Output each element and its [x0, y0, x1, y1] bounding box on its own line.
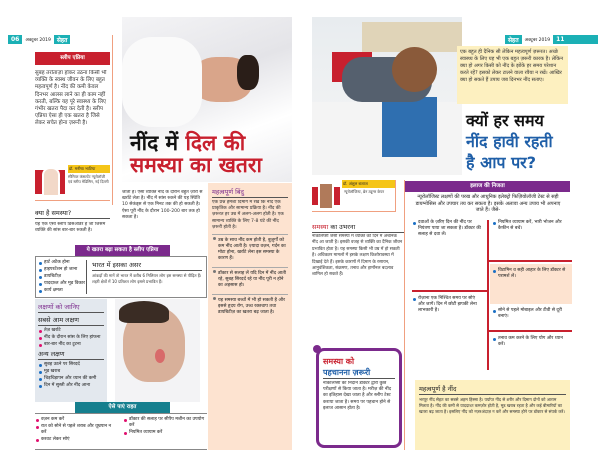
- important-box: [415, 380, 570, 450]
- symptom-item: बार-बार नींद का टूटना: [38, 342, 104, 348]
- doctor-title: सीनियर कंसल्टेंट न्यूरोलॉजी एवं स्लीप मेडिसिन, नई दिल्ली: [68, 174, 109, 184]
- topic-tag: स्लीप एप्निया: [35, 52, 110, 65]
- doctor-photo: [42, 167, 60, 197]
- doctor-box: [35, 165, 110, 201]
- risk-banner: ये खतरा बढ़ा सकता है स्लीप एप्निया: [75, 245, 170, 256]
- risk-box: [35, 256, 207, 298]
- key-point: यह समस्या बच्चों में भी हो सकती है और इससे हृदय रोग, उच्च रक्तचाप तथा डायबिटीज़ का खतरा बढ़ जाता है।: [212, 294, 288, 316]
- divider: [404, 180, 405, 450]
- doctor-box: [312, 180, 396, 212]
- treatment-diagram: [412, 220, 572, 375]
- relief-item: रात को सोने से पहले शराब और धूम्रपान न करें: [35, 424, 115, 436]
- headline-part: नींद में: [130, 131, 179, 155]
- doctor-name: डॉ. मनीषा भाटिया: [68, 165, 110, 173]
- page-number: 11: [553, 35, 598, 44]
- left-page-header: [8, 35, 70, 44]
- key-point: उम्र के साथ नींद कम होती है, बुज़ुर्गों को कम नींद आती है। ज़्यादा वज़न, गर्दन का मोटा होना, खर्राटे लेना इस समस्या के कारण हैं।: [212, 234, 288, 262]
- issue-date: अक्टूबर 2019: [25, 37, 51, 43]
- intro-text: सुबह तरोताज़ा होकर उठना किसी भी व्यक्ति के स्वस्थ जीवन के लिए बहुत महत्वपूर्ण है। नींद की कमी केवल दिनभर आलस लाने का ही काम नहीं करती, बल्कि यह पूरे स्वास्थ्य के लिए गंभीर खतरा पैदा कर देती है। स्लीप एप्निया ऐसा ही एक खतरा है जिसे लेकर सचेत होना ज़रूरी है।: [35, 70, 107, 127]
- common-symptoms-heading: सबसे आम लक्षण: [38, 315, 104, 326]
- risk-item: डायबिटीज़: [38, 274, 88, 280]
- snoring-man-photo: [115, 299, 200, 402]
- relief-item: वज़न कम करें: [35, 417, 115, 423]
- symptom-item: नींद के दौरान सांस के लिए हांफना: [38, 335, 104, 341]
- problem-text: नार्कोलेप्सी जैसी समस्या में व्यक्ति को दिन में अचानक नींद आ जाती है। इसकी वजह से व्यक्ति का दैनिक जीवन प्रभावित होता है। यह समस्या किसी भी उम्र में हो सकती है। अधिकतर मामलों में इसके लक्षण किशोरावस्था में दिखाई देते हैं। इसके कारणों में दिमाग के रसायन, आनुवंशिकता, संक्रमण, तनाव और हार्मोनल बदलाव शामिल हो सकते हैं।: [312, 234, 403, 278]
- treatment-item: सोने से पहले मोबाइल और टीवी से दूरी बनाएं।: [492, 308, 570, 320]
- important-text: भरपूर नींद सेहत का सबसे अहम हिस्सा है। पर्याप्त नींद से शरीर और दिमाग दोनों को आराम मिलता है। नींद की कमी से याददाश्त कमज़ोर होती है, मूड खराब रहता है और कई बीमारियों का खतरा बढ़ जाता है। इसलिए नींद को नज़रअंदाज़ न करें और समस्या होने पर डॉक्टर से संपर्क करें।: [419, 397, 565, 414]
- key-points-box: [208, 183, 292, 450]
- risk-item: हाइपरटेंशन हो जाना: [38, 267, 88, 273]
- headline-line: नींद हावी रहती: [466, 132, 553, 151]
- symptom-item: मूड खराब: [38, 369, 104, 375]
- treatment-banner: इलाज की निजता: [405, 181, 570, 192]
- sleeping-man-photo: [122, 17, 292, 182]
- problem-heading: [312, 222, 404, 233]
- identify-text: नार्कोलेप्सी का निदान डॉक्टर द्वारा कुछ परीक्षणों से किया जाता है। मरीज़ की नींद का इतिहास देखा जाता है और स्लीप टेस्ट कराया जाता है। समय पर पहचान होने से इलाज आसान होता है।: [323, 381, 392, 411]
- section-name: सेहत: [54, 35, 71, 44]
- symptom-item: दिन में सुस्ती और नींद आना: [38, 383, 104, 389]
- identify-heading-1: समस्या को: [323, 357, 355, 366]
- symptom-item: सुबह उठने पर सिरदर्द: [38, 362, 104, 368]
- symptoms-box: [35, 299, 107, 402]
- relief-item: नियमित व्यायाम करें: [123, 430, 205, 436]
- doctor-name: डॉ. अंशुल बजाज: [342, 180, 395, 188]
- symptoms-heading: लक्षणों को जानिए: [38, 302, 104, 313]
- risk-item: हार्ट अटैक होना: [38, 260, 88, 266]
- treatment-item: रोज़ाना एक निश्चित समय पर सोएं और जागें। दिन में छोटी झपकी लेना लाभकारी है।: [412, 296, 482, 314]
- relief-box: [35, 413, 207, 450]
- identify-heading-2: पहचानना ज़रूरी: [323, 367, 395, 379]
- section-text: यह एक ऐसा स्लीप डिसऑर्डर है जो जिसमें व्यक्ति की सांस बार-बार रुकती है।: [35, 222, 106, 234]
- treatment-intro: न्यूरोलॉजिस्ट लक्षणों की परख और आधुनिक इलेक्ट्रो फिज़ियोलॉजी टेस्ट से सही डायग्नोसिस और उपचार तय कर सकता है। इसके अलावा अन्य उपाय भी अपनाए जाते हैं। जैसे-: [415, 194, 561, 213]
- treatment-item: नियमित व्यायाम करें, भारी भोजन और कैफीन से बचें।: [492, 220, 570, 232]
- treatment-item: तनाव कम करने के लिए योग और ध्यान करें।: [492, 336, 570, 348]
- key-points-heading: महत्वपूर्ण बिंदु: [212, 187, 288, 198]
- section-name: सेहत: [505, 35, 522, 44]
- symptom-item: तेज़ खर्राटे: [38, 328, 104, 334]
- headline-line: क्यों हर समय: [466, 111, 544, 130]
- divider: [112, 35, 113, 205]
- headline: [466, 110, 553, 173]
- sleeping-woman-photo: [312, 17, 462, 175]
- intro-box: एक बहुत ही दैनिक सी लेकिन महत्वपूर्ण ज़रूरत। अच्छे स्वास्थ्य के लिए यह भी एक बहुत ज़रूरी कारक है। लेकिन क्या हो अगर किसी को नींद के झोंके हर समय परेशान करते रहें? इसको लेकर टालने वाला रवैया न रखें। आखिर क्या हो सकते हैं उपाय जब दिनभर नींद सताए।: [457, 46, 568, 104]
- risk-item: कार्य क्षमता: [38, 288, 88, 294]
- symptom-item: चिड़चिड़ापन और ध्यान की कमी: [38, 376, 104, 382]
- india-heading: भारत में इसका असर: [92, 260, 202, 271]
- headline-part: दिल की: [185, 131, 246, 155]
- doctor-title: न्यूरोलॉजिस्ट, ब्रेन ट्यूमर केयर: [344, 189, 385, 194]
- treatment-item: दवाओं के ज़रिए दिन की नींद पर नियंत्रण पाया जा सकता है। डॉक्टर की सलाह से दवा लें।: [412, 220, 482, 238]
- relief-item: करवट लेकर सोएं: [35, 437, 115, 443]
- right-page-header: [505, 35, 598, 44]
- problem-heading-part: का उभरना: [328, 223, 356, 231]
- page-number: 06: [8, 35, 22, 44]
- risk-item: याददाश्त और मूड विकार: [38, 281, 88, 287]
- article-text: जाती है। ऐसा व्यक्ति नींद के दौरान बहुत ज़ोरों से खर्राटे लेता है। नींद में सांस रुकने की यह स्थिति 10 सेकंड्स से एक मिनट तक की हो सकती है। ऐसा पूरी नींद के दौरान 100-200 बार तक हो सकता है।: [122, 190, 203, 220]
- other-symptoms-heading: अन्य लक्षण: [38, 349, 104, 360]
- identify-box: [316, 348, 402, 448]
- treatment-item: विटामिन व सही आहार के लिए डॉक्टर से परामर्श लें।: [492, 268, 570, 280]
- headline-line: है आप पर?: [466, 153, 536, 172]
- problem-heading-part: समस्या: [312, 223, 329, 231]
- key-point: डॉक्टर से सलाह लें यदि दिन में नींद आती रहे, सुबह सिरदर्द रहे या नींद पूरी न होने का अहसास हो।: [212, 267, 288, 289]
- section-heading: क्या है समस्या?: [35, 208, 110, 219]
- relief-item: डॉक्टर की सलाह पर सीपैप मशीन का उपयोग करें: [123, 417, 205, 429]
- important-heading: महत्वपूर्ण है नींद: [419, 384, 566, 395]
- doctor-photo: [318, 182, 334, 210]
- issue-date: अक्टूबर 2019: [524, 37, 551, 43]
- headline-part: समस्या का खतरा: [130, 153, 262, 177]
- relief-banner: ऐसे पाएं राहत: [75, 402, 170, 413]
- key-points-intro: एक प्रश्न हमेशा दिमाग में रखें कि नींद एक प्राकृतिक और सामान्य प्रक्रिया है। नींद की ज़रूरत हर उम्र में अलग-अलग होती है। एक सामान्य व्यक्ति के लिए 7-8 घंटे की नींद ज़रूरी होती है।: [212, 200, 284, 230]
- india-text: आंकड़ों की मानें तो भारत में करीब 6 मिलियन लोग इस समस्या से पीड़ित हैं। शहरी क्षेत्रों में 10 प्रतिशत लोग इससे प्रभावित हैं।: [92, 273, 202, 284]
